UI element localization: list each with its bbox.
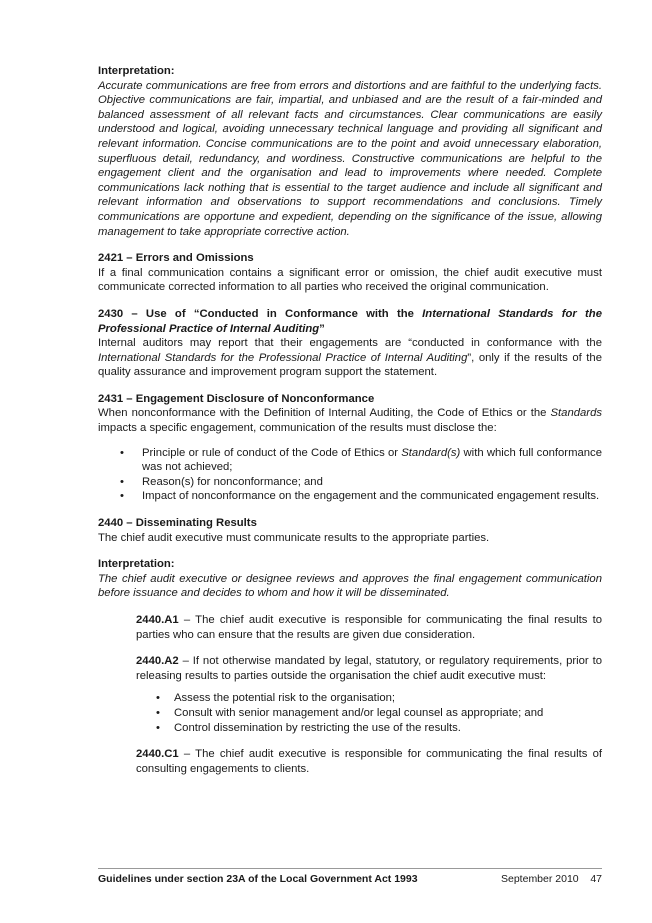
footer-right [501, 873, 602, 885]
heading-part: 2430 – Use of “Conducted in Conformance with the [98, 307, 423, 320]
list-item: • Control dissemination by restricting the use of the results. [156, 721, 602, 736]
text-italic-part: Standards [550, 407, 602, 420]
page-number: 47 [590, 873, 602, 885]
section-2421 [98, 251, 602, 295]
text-italic-part: Standard(s) [401, 446, 461, 459]
text-part: – The chief audit executive is responsible for communicating the final results to parties who can ensure that the results are given due consideration. [136, 614, 602, 641]
dissemination-list [136, 691, 602, 735]
heading-part: ” [319, 322, 325, 335]
list-item: • Consult with senior management and/or legal counsel as appropriate; and [156, 706, 602, 721]
text-part: – The chief audit executive is responsible for communicating the final results of consulting engagements to clients. [136, 748, 602, 775]
text-part: with which full conformance was not achieved; [142, 446, 602, 474]
list-item [120, 446, 602, 475]
text-part: When nonconformance with the Definition of Internal Auditing, the Code of Ethics or the [98, 407, 551, 420]
sub-standards [136, 613, 602, 776]
standard-label: 2440.A2 [136, 655, 179, 668]
section-2431-text [98, 406, 602, 435]
interpretation-text: The chief audit executive or designee reviews and approves the final engagement communication before issuance and decides to whom and how it will be disseminated. [98, 572, 602, 600]
section-2440-heading: 2440 – Disseminating Results [98, 517, 257, 530]
standard-2440-a1-text [136, 613, 602, 642]
standard-2440-a2-text [136, 654, 602, 683]
section-2430-text [98, 336, 602, 380]
section-2430-heading [98, 307, 602, 336]
text-part: Internal auditors may report that their engagements are “conducted in conformance with the [98, 337, 602, 350]
footer-date: September 2010 [501, 873, 579, 885]
section-2421-heading: 2421 – Errors and Omissions [98, 252, 254, 265]
list-item: • Impact of nonconformance on the engagement and the communicated engagement results. [120, 489, 602, 504]
heading-italic-part: International Standards for the Professional Practice of Internal Auditing [98, 307, 602, 335]
section-2431 [98, 392, 602, 504]
standard-2440-a1 [136, 613, 602, 642]
standard-2440-c1-text [136, 747, 602, 776]
text-part: ”, only if the results of the quality assurance and improvement program support the statement. [98, 351, 602, 379]
text-italic-part: International Standards for the Professional Practice of Internal Auditing [98, 351, 468, 364]
standard-2440-c1 [136, 747, 602, 776]
section-2430 [98, 307, 602, 380]
standard-2440-a2 [136, 654, 602, 735]
standard-label: 2440.C1 [136, 748, 179, 761]
list-item: • Reason(s) for nonconformance; and [120, 475, 602, 490]
text-part: impacts a specific engagement, communication of the results must disclose the: [98, 422, 497, 435]
section-2440-text: The chief audit executive must communicate results to the appropriate parties. [98, 531, 490, 544]
text-part: Principle or rule of conduct of the Code of Ethics or [142, 446, 402, 459]
standard-label: 2440.A1 [136, 614, 179, 626]
interpretation-text: Accurate communications are free from errors and distortions and are faithful to the underlying facts. Objective communications are fair, impartial, and unbiased and are the result of a fair-minded and balanced assessment of all relevant facts and circumstances. Clear communications are easily understood and logical, avoiding unnecessary technical language and providing all significant and relevant information. Concise communications are to the point and avoid unnecessary elaboration, superfluous detail, redundancy, and wordiness. Constructive communications are helpful to the engagement client and the organisation and lead to improvements where needed. Complete communications lack nothing that is essential to the target audience and include all significant and relevant information and observations to support recommendations and conclusions. Timely communications are opportune and expedient, depending on the significance of the issue, allowing management to take appropriate corrective action. [98, 79, 602, 238]
interpretation-heading: Interpretation: [98, 558, 175, 571]
document-page [98, 64, 602, 788]
footer-title: Guidelines under section 23A of the Local Government Act 1993 [98, 873, 418, 885]
section-2431-heading: 2431 – Engagement Disclosure of Nonconformance [98, 392, 375, 405]
section-2440 [98, 516, 602, 545]
list-item: • Assess the potential risk to the organisation; [156, 691, 602, 706]
interpretation-heading: Interpretation: [98, 65, 175, 77]
section-2421-text: If a final communication contains a significant error or omission, the chief audit executive must communicate corrected information to all parties who received the original communication. [98, 266, 602, 294]
nonconformance-list [98, 446, 602, 504]
interpretation-section-2 [98, 557, 602, 601]
text-part: – If not otherwise mandated by legal, statutory, or regulatory requirements, prior to releasing results to parties outside the organisation the chief audit executive must: [136, 655, 602, 682]
interpretation-section-1 [98, 64, 602, 239]
page-footer [98, 868, 602, 885]
